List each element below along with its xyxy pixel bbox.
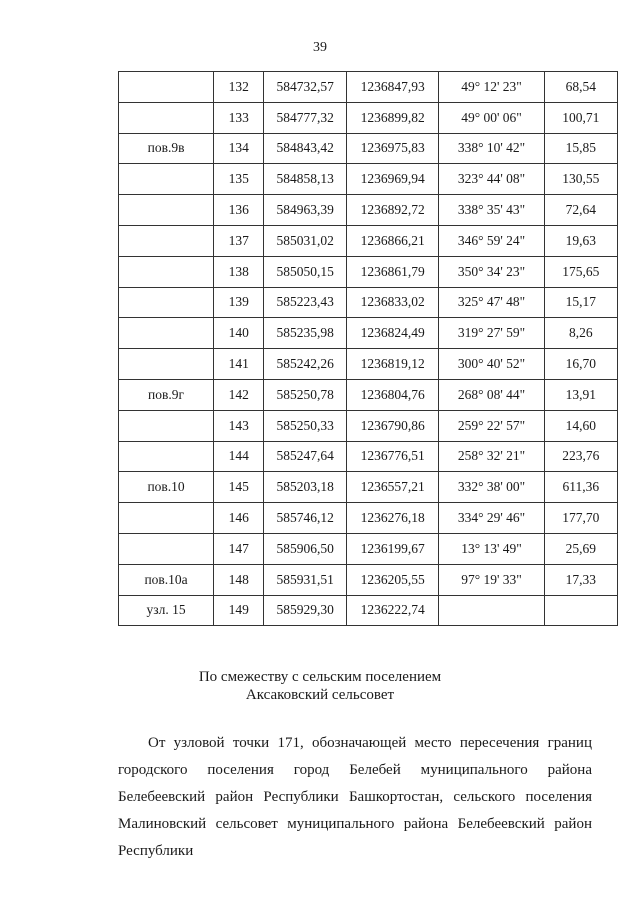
direction-angle-cell: 49° 12' 23" <box>439 72 544 103</box>
point-cell <box>119 256 214 287</box>
x-coordinate-cell: 584732,57 <box>264 72 347 103</box>
point-cell <box>119 533 214 564</box>
number-cell: 139 <box>214 287 264 318</box>
number-cell: 144 <box>214 441 264 472</box>
y-coordinate-cell: 1236276,18 <box>347 503 439 534</box>
number-cell: 134 <box>214 133 264 164</box>
section-title-line-2: Аксаковский сельсовет <box>245 687 395 703</box>
length-cell: 68,54 <box>544 72 617 103</box>
x-coordinate-cell: 585235,98 <box>264 318 347 349</box>
body-paragraph: От узловой точки 171, обозначающей место пересечения границ городского поселения город Белебей муниципального района Белебеевский район Республики Башкортостан, сельского поселения Малиновский сельсовет муниципального района Белебеевский район Республики <box>118 735 592 859</box>
direction-angle-cell: 268° 08' 44" <box>439 379 544 410</box>
x-coordinate-cell: 585242,26 <box>264 349 347 380</box>
number-cell: 148 <box>214 564 264 595</box>
table-row <box>119 72 618 103</box>
length-cell: 15,85 <box>544 133 617 164</box>
point-cell <box>119 72 214 103</box>
table-row <box>119 349 618 380</box>
y-coordinate-cell: 1236861,79 <box>347 256 439 287</box>
direction-angle-cell: 323° 44' 08" <box>439 164 544 195</box>
y-coordinate-cell: 1236975,83 <box>347 133 439 164</box>
direction-angle-cell: 334° 29' 46" <box>439 503 544 534</box>
number-cell: 138 <box>214 256 264 287</box>
table-row <box>119 225 618 256</box>
y-coordinate-cell: 1236824,49 <box>347 318 439 349</box>
direction-angle-cell: 300° 40' 52" <box>439 349 544 380</box>
point-cell: пов.10а <box>119 564 214 595</box>
point-cell <box>119 410 214 441</box>
number-cell: 140 <box>214 318 264 349</box>
point-cell <box>119 503 214 534</box>
table-row <box>119 133 618 164</box>
y-coordinate-cell: 1236899,82 <box>347 102 439 133</box>
length-cell: 14,60 <box>544 410 617 441</box>
length-cell: 16,70 <box>544 349 617 380</box>
direction-angle-cell: 319° 27' 59" <box>439 318 544 349</box>
point-cell <box>119 287 214 318</box>
point-cell <box>119 441 214 472</box>
length-cell: 100,71 <box>544 102 617 133</box>
number-cell: 145 <box>214 472 264 503</box>
x-coordinate-cell: 585931,51 <box>264 564 347 595</box>
point-cell <box>119 195 214 226</box>
number-cell: 141 <box>214 349 264 380</box>
table-row <box>119 164 618 195</box>
page-number: 39 <box>313 40 327 55</box>
x-coordinate-cell: 585203,18 <box>264 472 347 503</box>
number-cell: 147 <box>214 533 264 564</box>
number-cell: 137 <box>214 225 264 256</box>
x-coordinate-cell: 585906,50 <box>264 533 347 564</box>
x-coordinate-cell: 584777,32 <box>264 102 347 133</box>
point-cell <box>119 318 214 349</box>
section-title-line-1: По смежеству с сельским поселением <box>198 669 442 685</box>
y-coordinate-cell: 1236790,86 <box>347 410 439 441</box>
coordinates-table <box>118 71 618 626</box>
length-cell: 17,33 <box>544 564 617 595</box>
length-cell: 223,76 <box>544 441 617 472</box>
section-title <box>0 668 640 704</box>
direction-angle-cell: 332° 38' 00" <box>439 472 544 503</box>
length-cell: 19,63 <box>544 225 617 256</box>
table-row <box>119 410 618 441</box>
table-row <box>119 256 618 287</box>
y-coordinate-cell: 1236222,74 <box>347 595 439 626</box>
number-cell: 133 <box>214 102 264 133</box>
length-cell: 13,91 <box>544 379 617 410</box>
direction-angle-cell: 350° 34' 23" <box>439 256 544 287</box>
y-coordinate-cell: 1236557,21 <box>347 472 439 503</box>
point-cell <box>119 349 214 380</box>
length-cell: 177,70 <box>544 503 617 534</box>
x-coordinate-cell: 585250,33 <box>264 410 347 441</box>
table-row <box>119 503 618 534</box>
y-coordinate-cell: 1236892,72 <box>347 195 439 226</box>
point-cell <box>119 225 214 256</box>
direction-angle-cell <box>439 595 544 626</box>
table-row <box>119 318 618 349</box>
table-row <box>119 102 618 133</box>
number-cell: 149 <box>214 595 264 626</box>
table-row <box>119 195 618 226</box>
length-cell: 25,69 <box>544 533 617 564</box>
x-coordinate-cell: 584963,39 <box>264 195 347 226</box>
x-coordinate-cell: 585929,30 <box>264 595 347 626</box>
y-coordinate-cell: 1236819,12 <box>347 349 439 380</box>
point-cell <box>119 164 214 195</box>
y-coordinate-cell: 1236205,55 <box>347 564 439 595</box>
direction-angle-cell: 49° 00' 06" <box>439 102 544 133</box>
number-cell: 135 <box>214 164 264 195</box>
length-cell: 175,65 <box>544 256 617 287</box>
direction-angle-cell: 338° 35' 43" <box>439 195 544 226</box>
x-coordinate-cell: 585223,43 <box>264 287 347 318</box>
number-cell: 143 <box>214 410 264 441</box>
length-cell: 130,55 <box>544 164 617 195</box>
direction-angle-cell: 346° 59' 24" <box>439 225 544 256</box>
direction-angle-cell: 325° 47' 48" <box>439 287 544 318</box>
y-coordinate-cell: 1236804,76 <box>347 379 439 410</box>
length-cell: 15,17 <box>544 287 617 318</box>
y-coordinate-cell: 1236969,94 <box>347 164 439 195</box>
y-coordinate-cell: 1236776,51 <box>347 441 439 472</box>
point-cell: узл. 15 <box>119 595 214 626</box>
point-cell: пов.9г <box>119 379 214 410</box>
x-coordinate-cell: 585250,78 <box>264 379 347 410</box>
length-cell <box>544 595 617 626</box>
point-cell: пов.9в <box>119 133 214 164</box>
number-cell: 136 <box>214 195 264 226</box>
length-cell: 8,26 <box>544 318 617 349</box>
direction-angle-cell: 259° 22' 57" <box>439 410 544 441</box>
table-row <box>119 595 618 626</box>
direction-angle-cell: 97° 19' 33" <box>439 564 544 595</box>
point-cell: пов.10 <box>119 472 214 503</box>
number-cell: 142 <box>214 379 264 410</box>
x-coordinate-cell: 584843,42 <box>264 133 347 164</box>
number-cell: 146 <box>214 503 264 534</box>
direction-angle-cell: 338° 10' 42" <box>439 133 544 164</box>
x-coordinate-cell: 585031,02 <box>264 225 347 256</box>
table-row <box>119 472 618 503</box>
table-row <box>119 441 618 472</box>
table-row <box>119 564 618 595</box>
number-cell: 132 <box>214 72 264 103</box>
length-cell: 72,64 <box>544 195 617 226</box>
y-coordinate-cell: 1236199,67 <box>347 533 439 564</box>
table-row <box>119 287 618 318</box>
x-coordinate-cell: 584858,13 <box>264 164 347 195</box>
y-coordinate-cell: 1236866,21 <box>347 225 439 256</box>
table-row <box>119 533 618 564</box>
coordinates-table-body <box>119 72 618 626</box>
table-row <box>119 379 618 410</box>
x-coordinate-cell: 585050,15 <box>264 256 347 287</box>
direction-angle-cell: 13° 13' 49" <box>439 533 544 564</box>
y-coordinate-cell: 1236847,93 <box>347 72 439 103</box>
point-cell <box>119 102 214 133</box>
direction-angle-cell: 258° 32' 21" <box>439 441 544 472</box>
length-cell: 611,36 <box>544 472 617 503</box>
x-coordinate-cell: 585247,64 <box>264 441 347 472</box>
x-coordinate-cell: 585746,12 <box>264 503 347 534</box>
y-coordinate-cell: 1236833,02 <box>347 287 439 318</box>
